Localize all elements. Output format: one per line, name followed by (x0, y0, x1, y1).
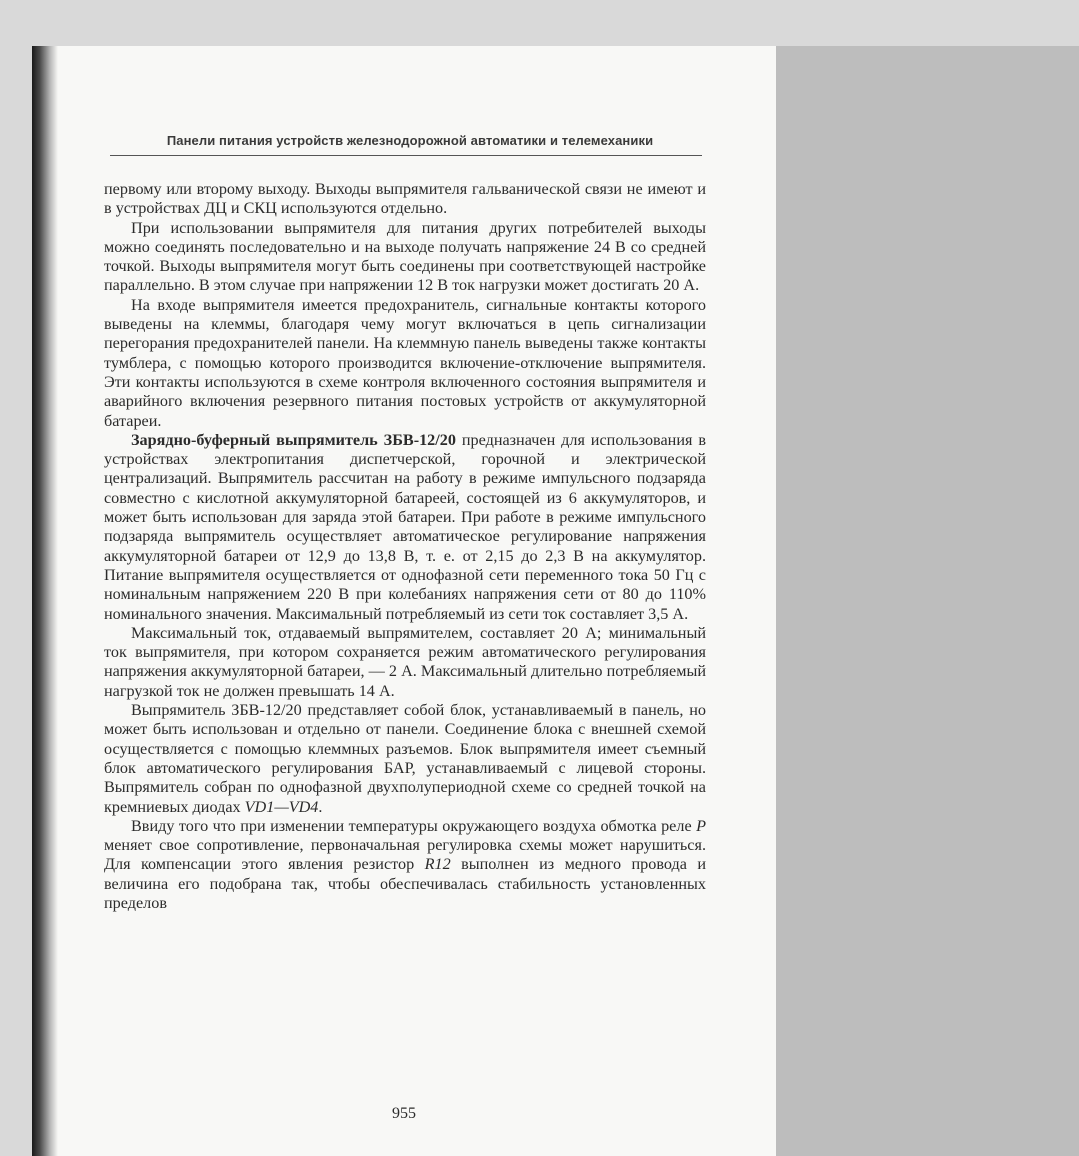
relay-label: P (696, 816, 706, 835)
rectifier-title: Зарядно-буферный выпрямитель ЗБВ-12/20 (131, 430, 456, 449)
resistor-label: R12 (424, 855, 451, 874)
diodes-label: VD1—VD4 (244, 797, 319, 816)
page-number: 955 (392, 1105, 416, 1122)
paragraph-2: При использовании выпрямителя для питания других потребителей выходы можно соединять последовательно и на выходе получать напряжение 24 В со средней точкой. Выходы выпрямителя могут быть соединены при соответствующей настройке параллельно. В этом случае при напряжении 12 В ток нагрузки может достигать 20 А. (104, 218, 706, 295)
body-text (104, 180, 706, 913)
paragraph-7 (104, 817, 706, 913)
binding-shadow (32, 46, 58, 1156)
paragraph-1: первому или второму выходу. Выходы выпрямителя гальванической связи не имеют и в устройствах ДЦ и СКЦ используются отдельно. (104, 180, 706, 218)
paragraph-3: На входе выпрямителя имеется предохранитель, сигнальные контакты которого выведены на клеммы, благодаря чему могут включаться в цепь сигнализации перегорания предохранителей панели. На клеммную панель выведены также контакты тумблера, с помощью которого производится включение-отключение выпрямителя. Эти контакты используются в схеме контроля включенного состояния выпрямителя и аварийного включения резервного питания постовых устройств от аккумуляторной батареи. (104, 295, 706, 430)
book-page (32, 46, 776, 1156)
paragraph-7-text-c: выполнен из медного провода и величина его подобрана так, чтобы обеспечивалась стабильность установленных пределов (104, 855, 706, 912)
paragraph-6 (104, 701, 706, 817)
paragraph-4 (104, 431, 706, 624)
paragraph-5: Максимальный ток, отдаваемый выпрямителем, составляет 20 А; минимальный ток выпрямителя, при котором сохраняется режим автоматического регулирования напряжения аккумуляторной батареи, — 2 А. Максимальный длительно потребляемый нагрузкой ток не должен превышать 14 А. (104, 623, 706, 700)
header-rule (110, 155, 702, 156)
paragraph-4-text: предназначен для использования в устройствах электропитания диспетчерской, горочной и электрической централизаций. Выпрямитель рассчитан на работу в режиме импульсного подзаряда совместно с кислотной аккумуляторной батареей, состоящей из 6 аккумуляторов, и может быть использован для заряда этой батареи. При работе в режиме импульсного подзаряда выпрямитель осуществляет автоматическое регулирование напряжения аккумуляторной батареи от 12,9 до 13,8 В, т. е. от 2,15 до 2,3 В на аккумулятор. Питание выпрямителя осуществляется от однофазной сети переменного тока 50 Гц с номинальным напряжением 220 В при колебаниях напряжения сети от 80 до 110% номинального значения. Максимальный потребляемый из сети ток составляет 3,5 А. (104, 430, 706, 623)
paragraph-7-text-b: меняет свое сопротивление, первоначальная регулировка схемы может нарушиться. Для компенсации этого явления резистор (104, 836, 706, 874)
paragraph-6-text: Выпрямитель ЗБВ-12/20 представляет собой блок, устанавливаемый в панель, но может быть использован и отдельно от панели. Соединение блока с внешней схемой осуществляется с помощью клеммных разъемов. Блок выпрямителя имеет съемный блок автоматического регулирования БАР, устанавливаемый с лицевой стороны. Выпрямитель собран по однофазной двухполупериодной схеме со средней точкой на кремниевых диодах (104, 701, 706, 816)
paragraph-7-text-a: Ввиду того что при изменении температуры окружающего воздуха обмотка реле (131, 816, 697, 835)
running-header: Панели питания устройств железнодорожной автоматики и телемеханики (166, 133, 654, 148)
paragraph-6-end: . (318, 797, 323, 816)
scan-background (776, 46, 1079, 1156)
